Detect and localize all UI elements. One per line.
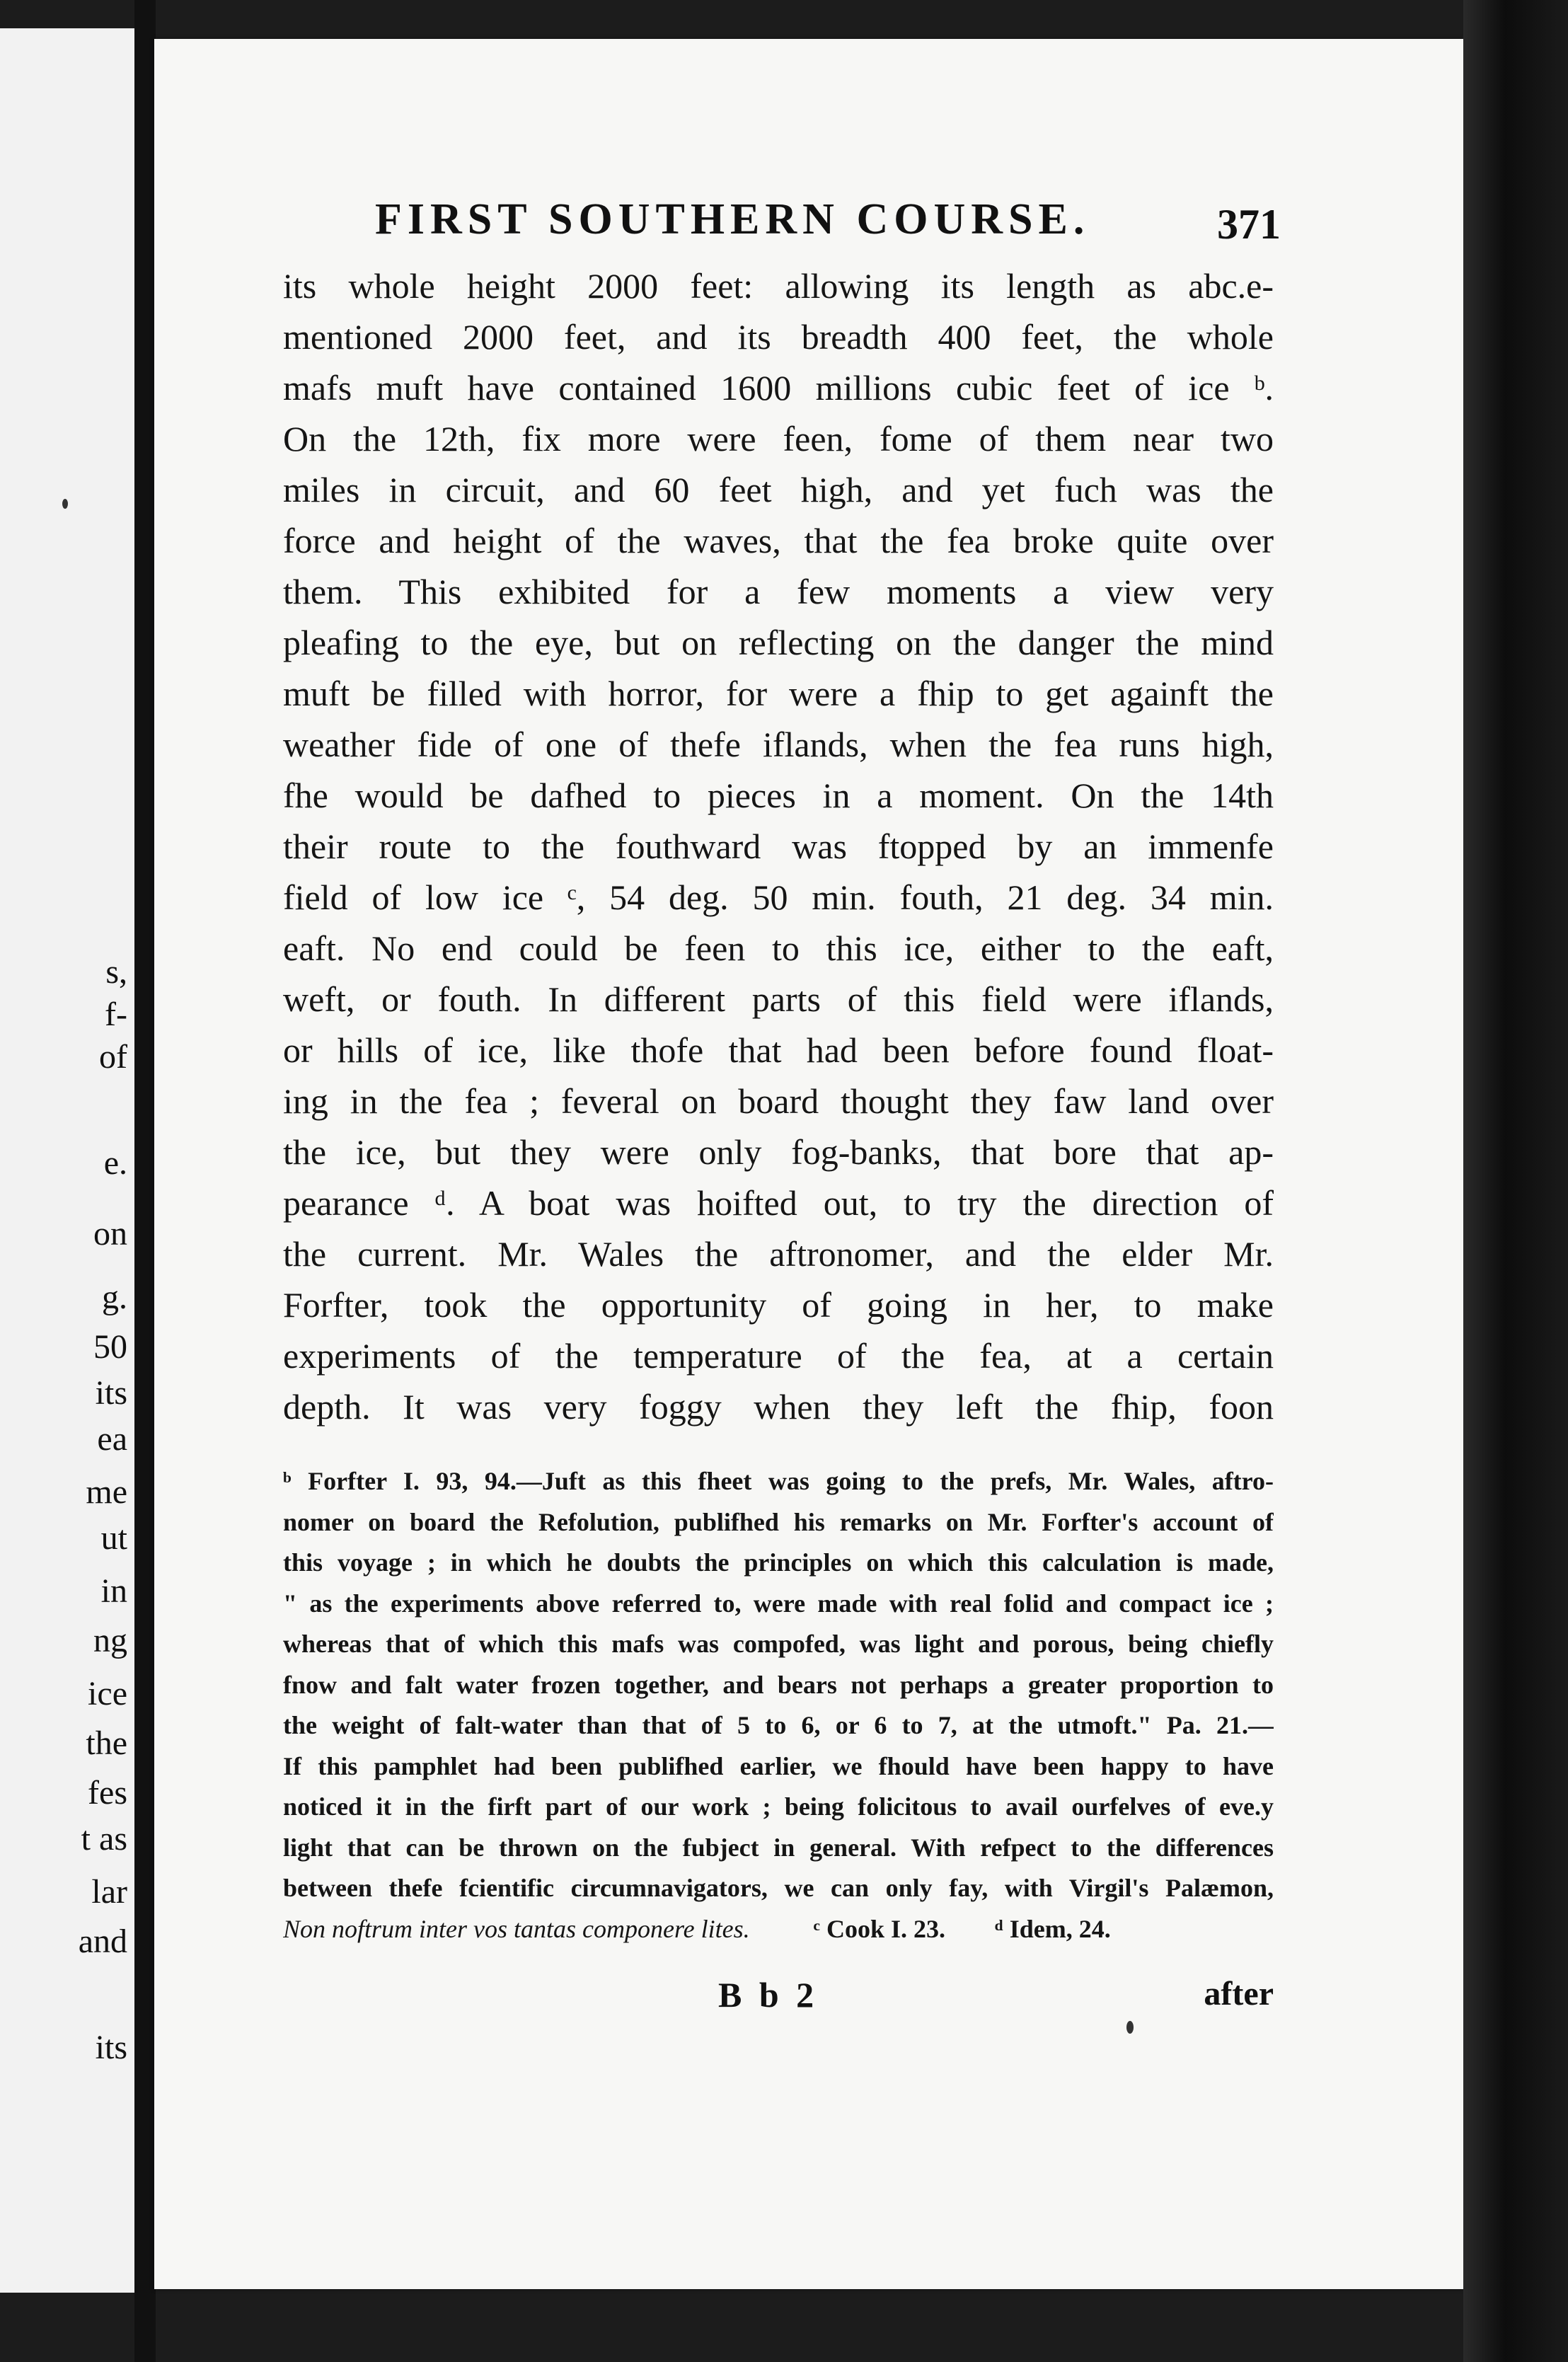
- left-margin-fragment: ea: [97, 1420, 127, 1458]
- body-line: the ice, but they were only fog-banks, that bore that ap-: [283, 1132, 1274, 1172]
- left-margin-fragment: g.: [102, 1279, 127, 1316]
- body-line: depth. It was very foggy when they left the fhip, foon: [283, 1387, 1274, 1427]
- footnote-line-last: [283, 1909, 1274, 1950]
- body-line: On the 12th, fix more were feen, fome of them near two: [283, 419, 1274, 459]
- body-line: mafs muft have contained 1600 millions cubic feet of ice ᵇ.: [283, 368, 1274, 408]
- latin-quotation: Non noftrum inter vos tantas componere lites.: [283, 1914, 750, 1943]
- left-margin-fragment: s,: [105, 953, 127, 991]
- footnote-line: between thefe fcientific circumnavigators, we can only fay, with Virgil's Palæmon,: [283, 1874, 1274, 1902]
- body-line: Forfter, took the opportunity of going in her, to make: [283, 1285, 1274, 1325]
- left-margin-fragment: and: [78, 1923, 127, 1960]
- body-line: pearance ᵈ. A boat was hoifted out, to try the direction of: [283, 1183, 1274, 1223]
- footnote-line: this voyage ; in which he doubts the principles on which this calculation is made,: [283, 1548, 1274, 1577]
- footnote-line: whereas that of which this mafs was compofed, was light and porous, being chiefly: [283, 1630, 1274, 1658]
- left-margin-fragment: ut: [100, 1519, 127, 1557]
- footnote-line: " as the experiments above referred to, were made with real folid and compact ice ;: [283, 1589, 1274, 1618]
- body-line: miles in circuit, and 60 feet high, and yet fuch was the: [283, 470, 1274, 509]
- body-line: its whole height 2000 feet: allowing its length as abc.e-: [283, 266, 1274, 306]
- left-margin-fragment: in: [100, 1572, 127, 1610]
- ink-speck: [1126, 2021, 1134, 2034]
- body-line: experiments of the temperature of the fea, at a certain: [283, 1336, 1274, 1376]
- catchword: after: [1204, 1975, 1274, 2012]
- body-line: eaft. No end could be feen to this ice, either to the eaft,: [283, 928, 1274, 968]
- footnote-line: nomer on board the Refolution, publifhed his remarks on Mr. Forfter's account of: [283, 1507, 1274, 1536]
- left-margin-fragment: ng: [93, 1622, 127, 1659]
- footnote-line: noticed it in the firft part of our work ; being folicitous to avail ourfelves of eve.y: [283, 1792, 1274, 1821]
- body-line: weather fide of one of thefe iflands, when the fea runs high,: [283, 725, 1274, 764]
- left-margin-fragment: t as: [81, 1820, 127, 1857]
- left-margin-fragment: me: [86, 1473, 127, 1511]
- left-margin-fragment: ice: [88, 1675, 127, 1712]
- body-line: muft be filled with horror, for were a fhip to get againft the: [283, 674, 1274, 713]
- left-margin-fragment: fes: [88, 1774, 127, 1811]
- footnote-line: the weight of falt-water than that of 5 to 6, or 6 to 7, at the utmoft." Pa. 21.—: [283, 1711, 1274, 1739]
- body-line: their route to the fouthward was ftopped by an immenfe: [283, 826, 1274, 866]
- body-line: mentioned 2000 feet, and its breadth 400 feet, the whole: [283, 317, 1274, 357]
- running-title: FIRST SOUTHERN COURSE.: [375, 195, 1090, 243]
- book-edge-shadow: [1463, 0, 1568, 2362]
- left-neighbour-page: [0, 28, 134, 2293]
- left-margin-fragment: its: [95, 2029, 127, 2066]
- page-footer: [283, 1974, 1274, 2031]
- footnote-line: light that can be thrown on the fubject in general. With refpect to the differences: [283, 1833, 1274, 1862]
- footnote-line: fnow and falt water frozen together, and bears not perhaps a greater proportion to: [283, 1670, 1274, 1699]
- page-number: 371: [1217, 201, 1281, 248]
- left-margin-fragment: on: [93, 1215, 127, 1252]
- page-gutter: [134, 0, 156, 2362]
- footnote-line: If this pamphlet had been publifhed earlier, we fhould have been happy to have: [283, 1751, 1274, 1780]
- left-margin-fragment: its: [95, 1374, 127, 1412]
- body-line: pleafing to the eye, but on reflecting on the danger the mind: [283, 623, 1274, 662]
- body-line: force and height of the waves, that the fea broke quite over: [283, 521, 1274, 560]
- ink-speck: [62, 499, 68, 509]
- body-line: the current. Mr. Wales the aftronomer, and the elder Mr.: [283, 1234, 1274, 1274]
- footnote-d: ᵈ Idem, 24.: [995, 1914, 1111, 1943]
- left-margin-fragment: f-: [105, 996, 127, 1033]
- body-line: ing in the fea ; feveral on board thought they faw land over: [283, 1081, 1274, 1121]
- footnotes: [283, 1461, 1274, 1949]
- body-line: them. This exhibited for a few moments a view very: [283, 572, 1274, 611]
- body-line: fhe would be dafhed to pieces in a moment. On the 14th: [283, 776, 1274, 815]
- signature-mark: B b 2: [718, 1975, 819, 2015]
- left-margin-fragment: 50: [93, 1328, 127, 1366]
- body-line: or hills of ice, like thofe that had been before found float-: [283, 1030, 1274, 1070]
- left-margin-fragment: e.: [103, 1144, 127, 1182]
- body-line: weft, or fouth. In different parts of this field were iflands,: [283, 979, 1274, 1019]
- running-head: [219, 195, 1281, 251]
- body-line: field of low ice ᶜ, 54 deg. 50 min. fouth, 21 deg. 34 min.: [283, 877, 1274, 917]
- main-body-text: [283, 260, 1274, 1432]
- left-margin-fragment: lar: [91, 1873, 127, 1911]
- footnote-line: ᵇ Forfter I. 93, 94.—Juft as this fheet was going to the prefs, Mr. Wales, aftro-: [283, 1467, 1274, 1495]
- footnote-c: ᶜ Cook I. 23.: [813, 1914, 945, 1943]
- left-margin-fragment: the: [86, 1724, 127, 1762]
- left-margin-fragment: of: [99, 1038, 127, 1076]
